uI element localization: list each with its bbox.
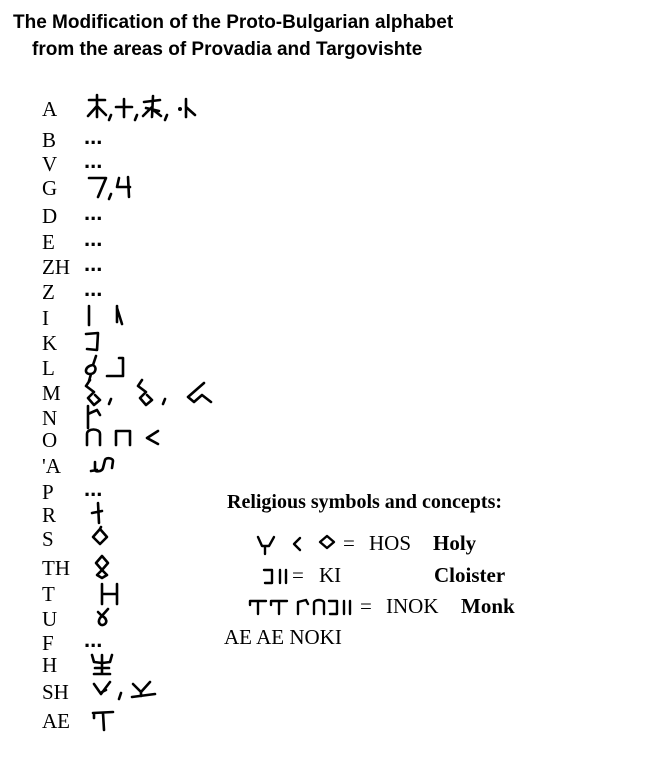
unknown-sign-dots: ... bbox=[84, 226, 103, 251]
alphabet-row-back-a bbox=[0, 454, 260, 480]
letter-label: T bbox=[42, 582, 55, 606]
alphabet-row-r bbox=[0, 503, 260, 529]
letter-label: D bbox=[42, 204, 58, 228]
letter-label: B bbox=[42, 128, 57, 152]
unknown-sign-dots: ... bbox=[84, 627, 103, 652]
equals-sign: = bbox=[360, 594, 372, 618]
letter-label: H bbox=[42, 653, 58, 677]
unknown-sign-dots: ... bbox=[84, 148, 103, 173]
equals-sign: = bbox=[292, 563, 304, 587]
letter-label: A bbox=[42, 97, 58, 121]
latin-word: INOK bbox=[386, 594, 439, 618]
alphabet-row-b bbox=[0, 124, 260, 154]
religious-footer: AE AE NOKI bbox=[224, 625, 342, 649]
letter-label: O bbox=[42, 428, 58, 452]
letter-label: ZH bbox=[42, 255, 70, 279]
letter-label: TH bbox=[42, 556, 70, 580]
inok-signs-icon bbox=[248, 594, 368, 620]
letter-label: M bbox=[42, 381, 61, 405]
letter-label: R bbox=[42, 503, 57, 527]
religious-row-hos bbox=[0, 531, 646, 557]
religious-heading: Religious symbols and concepts: bbox=[227, 491, 503, 513]
alphabet-row-e bbox=[0, 226, 260, 256]
religious-row-ki bbox=[0, 563, 646, 589]
letter-label: K bbox=[42, 331, 58, 355]
unknown-sign-dots: ... bbox=[84, 476, 103, 501]
title-line-1: The Modification of the Proto-Bulgarian alphabet bbox=[13, 12, 454, 33]
equals-sign: = bbox=[343, 531, 355, 555]
unknown-sign-dots: ... bbox=[84, 200, 103, 225]
letter-label: F bbox=[42, 631, 54, 655]
letter-label: I bbox=[42, 306, 49, 330]
ae-sign-icon bbox=[80, 703, 120, 733]
latin-word: HOS bbox=[369, 531, 412, 555]
meaning-word: Monk bbox=[461, 594, 515, 618]
letter-label: Z bbox=[42, 280, 55, 304]
alphabet-row-m bbox=[0, 381, 260, 407]
meaning-word: Holy bbox=[433, 531, 477, 555]
alphabet-row-g bbox=[0, 176, 260, 202]
letter-label: S bbox=[42, 527, 54, 551]
unknown-sign-dots: ... bbox=[84, 251, 103, 276]
letter-label: N bbox=[42, 406, 58, 430]
page-title bbox=[13, 9, 633, 63]
alphabet-row-d bbox=[0, 200, 260, 230]
letter-label: SH bbox=[42, 680, 69, 704]
unknown-sign-dots: ... bbox=[84, 276, 103, 301]
alphabet-row-zh bbox=[0, 251, 260, 281]
back-a-sign-icon bbox=[80, 448, 140, 478]
g-signs-icon bbox=[80, 170, 160, 200]
alphabet-row-sh bbox=[0, 680, 260, 706]
sh-signs-icon bbox=[80, 674, 180, 704]
religious-row-inok bbox=[0, 594, 646, 620]
alphabet-row-a bbox=[0, 97, 260, 123]
letter-label: E bbox=[42, 230, 55, 254]
meaning-word: Cloister bbox=[434, 563, 506, 587]
letter-label: U bbox=[42, 607, 58, 631]
unknown-sign-dots: ... bbox=[84, 124, 103, 149]
a-signs-icon bbox=[80, 91, 220, 121]
letter-label: P bbox=[42, 480, 54, 504]
letter-label: V bbox=[42, 152, 58, 176]
letter-label: G bbox=[42, 176, 58, 200]
letter-label: 'A bbox=[42, 454, 61, 478]
title-line-2: from the areas of Provadia and Targovishte bbox=[32, 39, 423, 60]
letter-label: AE bbox=[42, 709, 70, 733]
alphabet-row-i bbox=[0, 306, 260, 332]
letter-label: L bbox=[42, 356, 55, 380]
latin-word: KI bbox=[319, 563, 342, 587]
alphabet-row-ae bbox=[0, 709, 260, 735]
